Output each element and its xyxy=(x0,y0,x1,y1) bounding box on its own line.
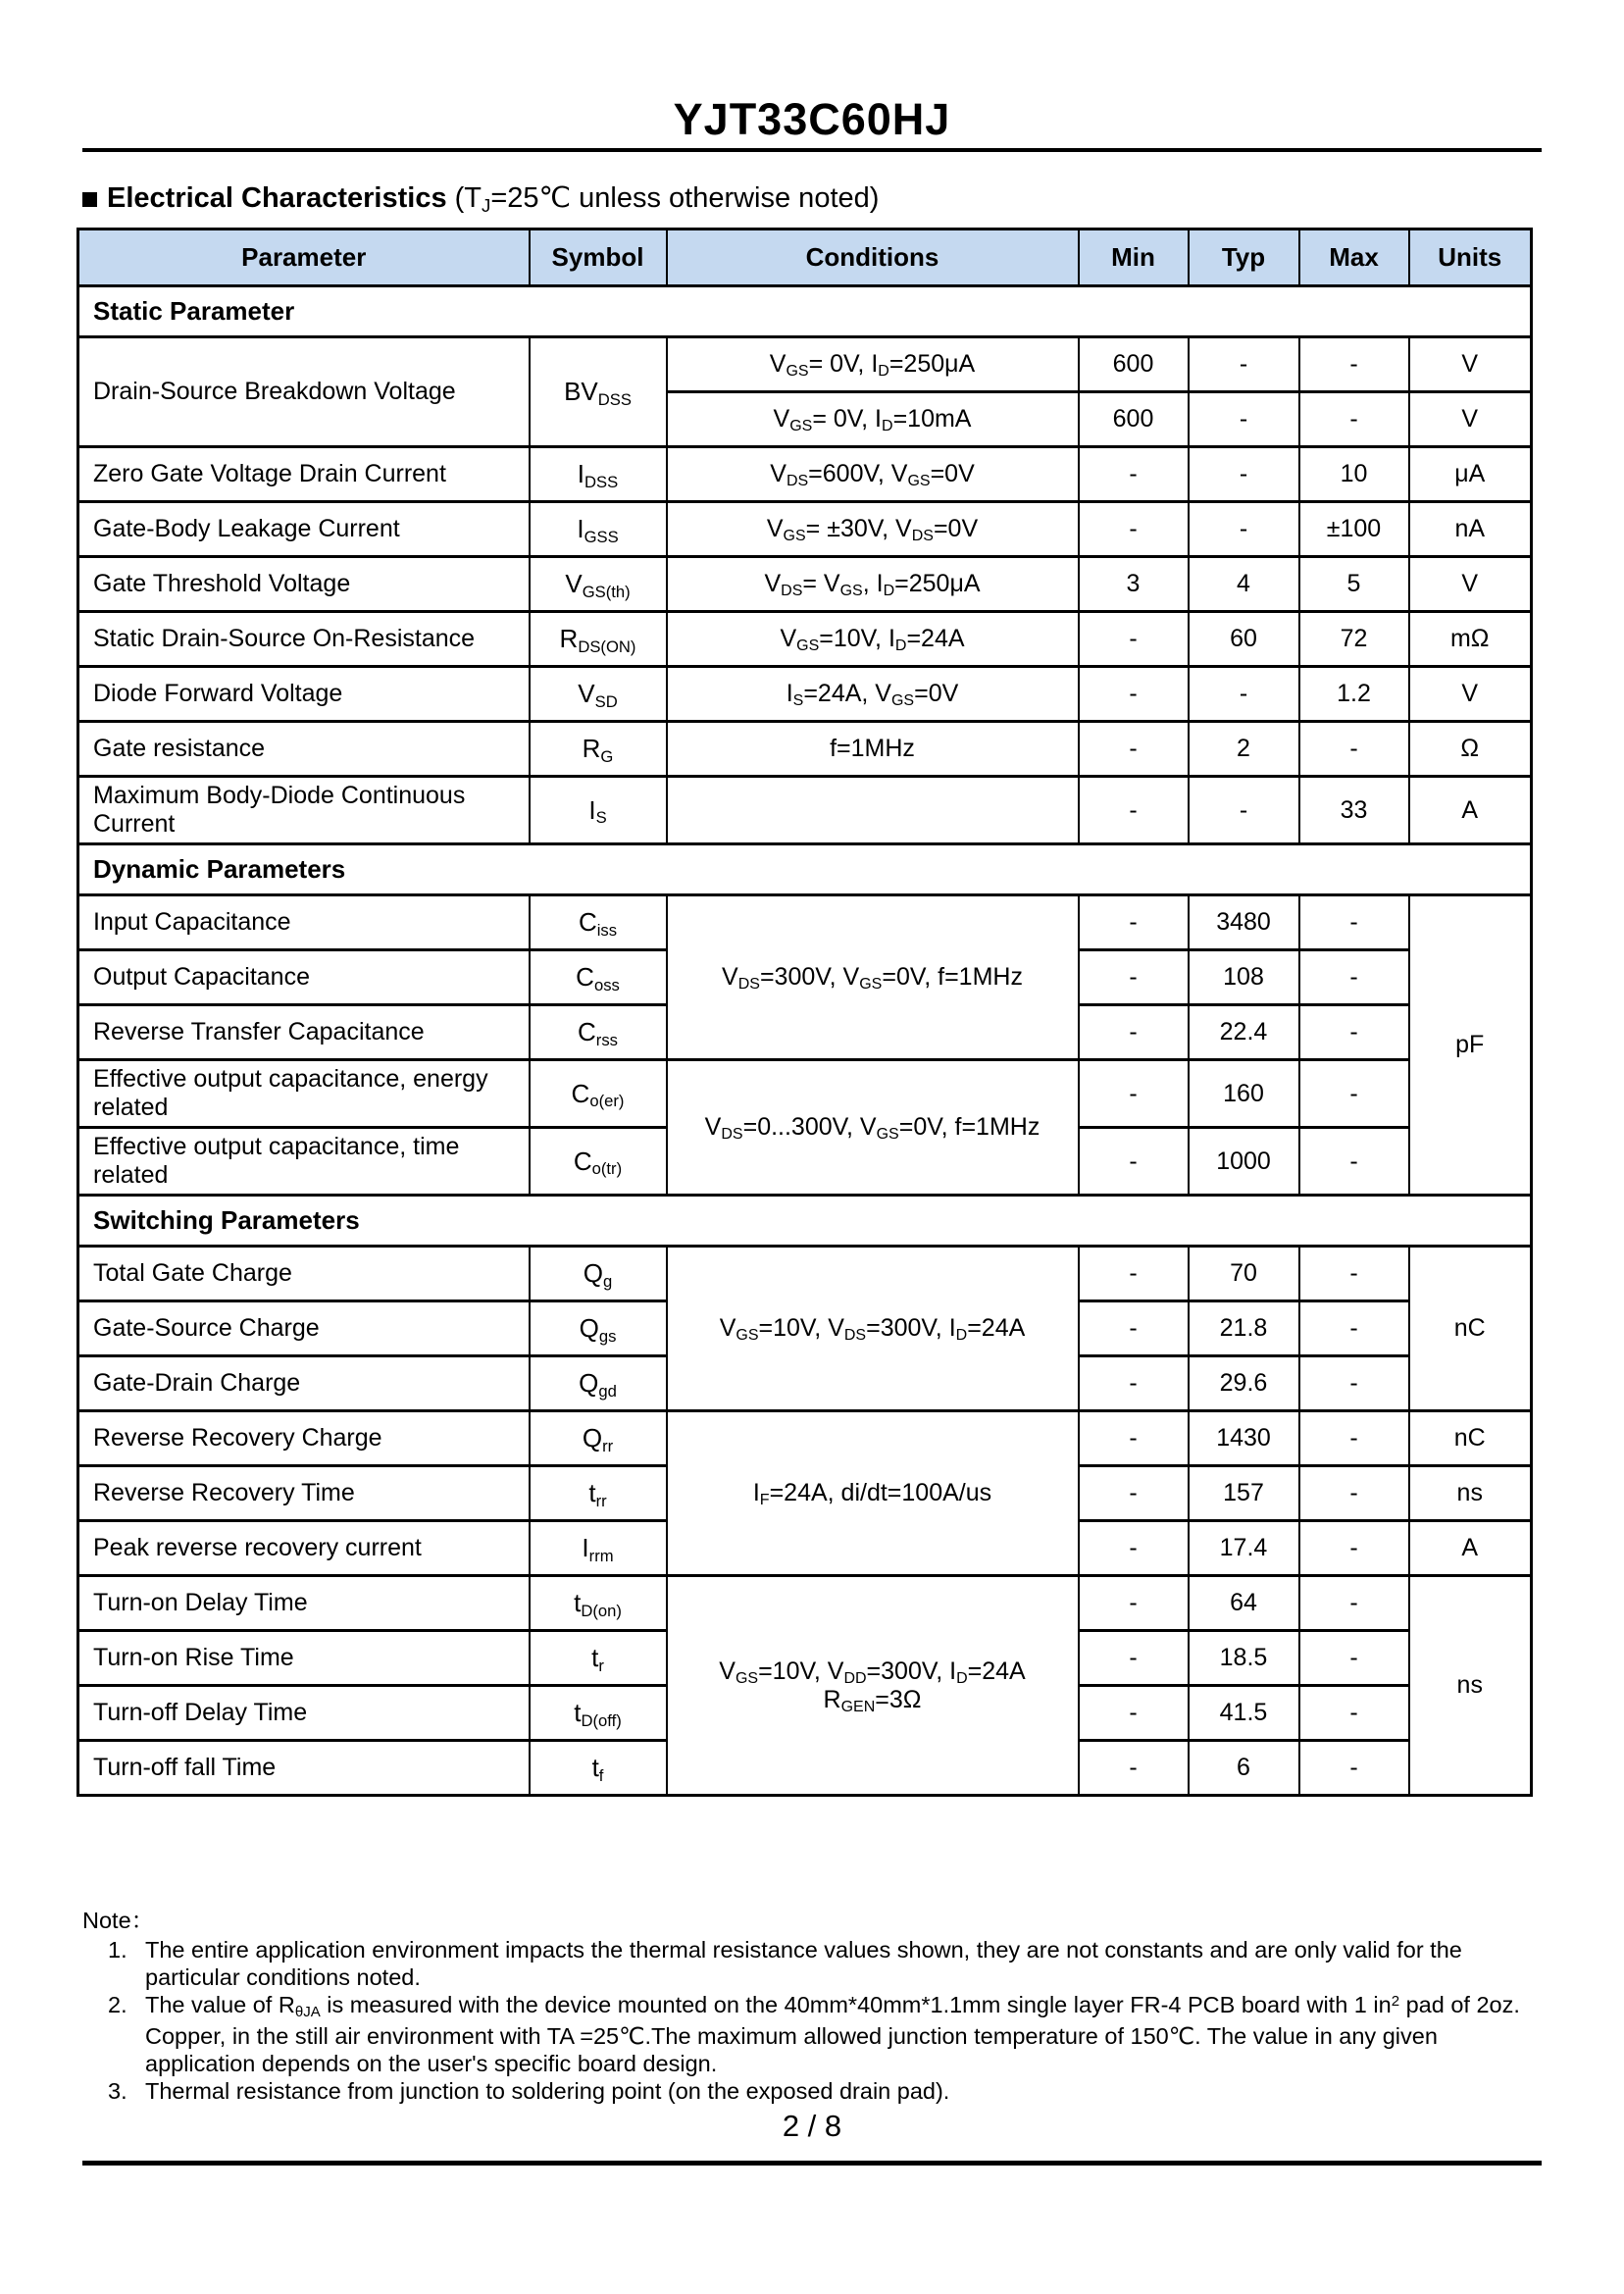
cell-param: Turn-on Rise Time xyxy=(78,1631,530,1686)
cell-num: - xyxy=(1079,1521,1189,1576)
cell-cond: $V_{GS}= \pm 30V$, $V_{DS}=0V$ xyxy=(667,502,1079,557)
cell-num: - xyxy=(1189,337,1299,392)
section-row xyxy=(78,1196,1532,1247)
cell-unit: ns xyxy=(1409,1576,1532,1796)
note-item xyxy=(82,1991,1546,2077)
cell-sym: $C_{oss}$ xyxy=(530,950,667,1005)
cell-num: 1.2 xyxy=(1299,667,1409,722)
cell-num: 64 xyxy=(1189,1576,1299,1631)
column-header-units: Units xyxy=(1409,229,1532,286)
cell-sym: $V_{SD}$ xyxy=(530,667,667,722)
table-row xyxy=(78,557,1532,612)
cell-unit: Ω xyxy=(1409,722,1532,777)
footer-rule xyxy=(82,2161,1542,2166)
cell-param: Total Gate Charge xyxy=(78,1247,530,1301)
cell-num: - xyxy=(1079,777,1189,844)
cell-param: Turn-on Delay Time xyxy=(78,1576,530,1631)
cell-num: - xyxy=(1299,1247,1409,1301)
cell-sym: $Q_{gs}$ xyxy=(530,1301,667,1356)
cell-num: - xyxy=(1079,1576,1189,1631)
cell-num: ±100 xyxy=(1299,502,1409,557)
cell-num: 6 xyxy=(1189,1741,1299,1796)
cell-num: 60 xyxy=(1189,612,1299,667)
cell-num: - xyxy=(1299,1128,1409,1196)
column-header-min: Min xyxy=(1079,229,1189,286)
cell-cond: $V_{GS}=10V$, $V_{DS}=300V$, $I_D=24A$ xyxy=(667,1247,1079,1411)
section-heading xyxy=(82,180,879,215)
cell-num: - xyxy=(1079,447,1189,502)
cell-cond: $V_{GS}= 0V$, $I_D=250\mu A$ xyxy=(667,337,1079,392)
note-text: The value of $R_{\theta JA}$ is measured with the device mounted on the 40mm*40mm*1.1mm single layer FR-4 PCB board with 1 $in^2$ pad of 2oz. Copper, in the still air environment with TA =25℃.The maximum allowed junction temperature of 150℃. The value in any given application depends on the user's specific board design. xyxy=(145,1992,1520,2076)
cell-num: - xyxy=(1079,1005,1189,1060)
cell-param: Drain-Source Breakdown Voltage xyxy=(78,337,530,447)
table-row xyxy=(78,1247,1532,1301)
column-header-conditions: Conditions xyxy=(667,229,1079,286)
cell-num: - xyxy=(1189,447,1299,502)
cell-sym: $I_{DSS}$ xyxy=(530,447,667,502)
column-header-symbol: Symbol xyxy=(530,229,667,286)
page-number: 2 / 8 xyxy=(782,2109,842,2143)
note-number: 2. xyxy=(108,1992,127,2017)
cell-num: 4 xyxy=(1189,557,1299,612)
table-row xyxy=(78,612,1532,667)
cell-num: - xyxy=(1299,1301,1409,1356)
cell-num: 41.5 xyxy=(1189,1686,1299,1741)
cell-param: Effective output capacitance, time related xyxy=(78,1128,530,1196)
cell-unit: mΩ xyxy=(1409,612,1532,667)
cell-sym: $t_f$ xyxy=(530,1741,667,1796)
cell-num: - xyxy=(1299,1411,1409,1466)
page-title: YJT33C60HJ xyxy=(673,94,951,144)
cell-unit: A xyxy=(1409,1521,1532,1576)
cell-num: - xyxy=(1079,612,1189,667)
electrical-characteristics-table xyxy=(76,228,1533,1797)
cell-cond: $V_{DS}=600V$, $V_{GS}=0V$ xyxy=(667,447,1079,502)
notes-list xyxy=(82,1936,1546,2105)
cell-num: - xyxy=(1299,895,1409,950)
column-header-parameter: Parameter xyxy=(78,229,530,286)
cell-unit: A xyxy=(1409,777,1532,844)
cell-num: - xyxy=(1189,502,1299,557)
cell-num: - xyxy=(1079,1128,1189,1196)
table-row xyxy=(78,1060,1532,1128)
table-row xyxy=(78,1411,1532,1466)
note-item xyxy=(82,1936,1546,1991)
cell-param: Gate Threshold Voltage xyxy=(78,557,530,612)
cell-num: - xyxy=(1299,1005,1409,1060)
cell-sym: $R_{DS(ON)}$ xyxy=(530,612,667,667)
cell-sym: $C_{rss}$ xyxy=(530,1005,667,1060)
cell-sym: $Q_{gd}$ xyxy=(530,1356,667,1411)
cell-num: - xyxy=(1079,895,1189,950)
cell-unit: ns xyxy=(1409,1466,1532,1521)
cell-unit: nA xyxy=(1409,502,1532,557)
cell-unit: V xyxy=(1409,557,1532,612)
cell-num: - xyxy=(1079,1060,1189,1128)
cell-param: Static Drain-Source On-Resistance xyxy=(78,612,530,667)
cell-cond: $V_{GS}=10V$, $V_{DD}=300V$, $I_D=24A$ $R_{GEN}=3\Omega$ xyxy=(667,1576,1079,1796)
cell-sym: $I_S$ xyxy=(530,777,667,844)
table-body xyxy=(78,286,1532,1796)
cell-num: - xyxy=(1079,1411,1189,1466)
cell-sym: $t_{rr}$ xyxy=(530,1466,667,1521)
cell-num: - xyxy=(1299,1576,1409,1631)
cell-num: - xyxy=(1299,337,1409,392)
cell-sym: $I_{GSS}$ xyxy=(530,502,667,557)
cell-param: Gate-Drain Charge xyxy=(78,1356,530,1411)
cell-unit: nC xyxy=(1409,1247,1532,1411)
cell-cond: f=1MHz xyxy=(667,722,1079,777)
cell-num: 3 xyxy=(1079,557,1189,612)
cell-num: 33 xyxy=(1299,777,1409,844)
table-row xyxy=(78,667,1532,722)
cell-num: - xyxy=(1299,722,1409,777)
table-row xyxy=(78,1576,1532,1631)
cell-param: Diode Forward Voltage xyxy=(78,667,530,722)
cell-param: Output Capacitance xyxy=(78,950,530,1005)
cell-num: - xyxy=(1299,1356,1409,1411)
cell-param: Maximum Body-Diode Continuous Current xyxy=(78,777,530,844)
square-bullet-icon xyxy=(82,192,97,207)
cell-sym: $Q_{rr}$ xyxy=(530,1411,667,1466)
notes-block xyxy=(82,1907,1546,2105)
cell-num: - xyxy=(1079,1356,1189,1411)
cell-num: 22.4 xyxy=(1189,1005,1299,1060)
table-row xyxy=(78,895,1532,950)
cell-cond: $V_{DS}=0...300V$, $V_{GS}=0V$, f=1MHz xyxy=(667,1060,1079,1196)
cell-num: 3480 xyxy=(1189,895,1299,950)
section-row xyxy=(78,844,1532,895)
cell-param: Zero Gate Voltage Drain Current xyxy=(78,447,530,502)
cell-sym: $V_{GS(th)}$ xyxy=(530,557,667,612)
cell-sym: $C_{o(tr)}$ xyxy=(530,1128,667,1196)
cell-num: 5 xyxy=(1299,557,1409,612)
table-header-row xyxy=(78,229,1532,286)
header-rule xyxy=(82,148,1542,152)
cell-num: 72 xyxy=(1299,612,1409,667)
cell-sym: $t_r$ xyxy=(530,1631,667,1686)
cell-sym: $C_{iss}$ xyxy=(530,895,667,950)
section-heading-title: Electrical Characteristics xyxy=(107,182,447,214)
cell-cond: $V_{GS}= 0V$, $I_D=10mA$ xyxy=(667,392,1079,447)
note-text: Thermal resistance from junction to soldering point (on the exposed drain pad). xyxy=(145,2078,950,2104)
cell-cond: $I_S=24A$, $V_{GS}=0V$ xyxy=(667,667,1079,722)
cell-param: Peak reverse recovery current xyxy=(78,1521,530,1576)
cell-param: Turn-off fall Time xyxy=(78,1741,530,1796)
cell-num: - xyxy=(1299,1686,1409,1741)
section-title-cell: Static Parameter xyxy=(78,286,1532,337)
note-item xyxy=(82,2077,1546,2105)
cell-num: - xyxy=(1299,950,1409,1005)
cell-num: 17.4 xyxy=(1189,1521,1299,1576)
table-row xyxy=(78,337,1532,392)
table-row xyxy=(78,722,1532,777)
note-text: The entire application environment impacts the thermal resistance values shown, they are not constants and are only valid for the particular conditions noted. xyxy=(145,1937,1462,1990)
cell-sym: $I_{rrm}$ xyxy=(530,1521,667,1576)
cell-param: Turn-off Delay Time xyxy=(78,1686,530,1741)
cell-num: - xyxy=(1079,667,1189,722)
note-number: 1. xyxy=(108,1937,127,1963)
cell-num: - xyxy=(1079,1631,1189,1686)
cell-unit: μA xyxy=(1409,447,1532,502)
cell-param: Gate-Source Charge xyxy=(78,1301,530,1356)
cell-sym: $t_{D(off)}$ xyxy=(530,1686,667,1741)
cell-num: - xyxy=(1079,1247,1189,1301)
table-row xyxy=(78,447,1532,502)
cell-cond xyxy=(667,777,1079,844)
cell-num: 1430 xyxy=(1189,1411,1299,1466)
section-title-cell: Switching Parameters xyxy=(78,1196,1532,1247)
cell-unit: V xyxy=(1409,337,1532,392)
cell-param: Reverse Recovery Time xyxy=(78,1466,530,1521)
cell-cond: $V_{GS}=10V$, $I_D=24A$ xyxy=(667,612,1079,667)
cell-num: 10 xyxy=(1299,447,1409,502)
cell-num: 600 xyxy=(1079,392,1189,447)
table-row xyxy=(78,502,1532,557)
cell-num: 157 xyxy=(1189,1466,1299,1521)
cell-unit: V xyxy=(1409,667,1532,722)
cell-sym: $Q_g$ xyxy=(530,1247,667,1301)
cell-num: 21.8 xyxy=(1189,1301,1299,1356)
cell-unit: V xyxy=(1409,392,1532,447)
cell-sym: $BV_{DSS}$ xyxy=(530,337,667,447)
note-number: 3. xyxy=(108,2078,127,2104)
column-header-max: Max xyxy=(1299,229,1409,286)
cell-cond: $V_{DS}= V_{GS}$, $I_D=250\mu A$ xyxy=(667,557,1079,612)
cell-num: - xyxy=(1299,1466,1409,1521)
cell-num: 1000 xyxy=(1189,1128,1299,1196)
cell-param: Gate resistance xyxy=(78,722,530,777)
cell-num: - xyxy=(1079,722,1189,777)
cell-num: - xyxy=(1079,1466,1189,1521)
cell-param: Input Capacitance xyxy=(78,895,530,950)
cell-param: Gate-Body Leakage Current xyxy=(78,502,530,557)
cell-num: - xyxy=(1299,392,1409,447)
notes-label: Note： xyxy=(82,1908,155,1933)
cell-num: 600 xyxy=(1079,337,1189,392)
cell-cond: $I_F=24A$, di/dt=100A/us xyxy=(667,1411,1079,1576)
cell-unit: pF xyxy=(1409,895,1532,1196)
section-row xyxy=(78,286,1532,337)
cell-unit: nC xyxy=(1409,1411,1532,1466)
cell-num: 18.5 xyxy=(1189,1631,1299,1686)
cell-num: - xyxy=(1189,392,1299,447)
table-row xyxy=(78,777,1532,844)
cell-sym: $R_G$ xyxy=(530,722,667,777)
cell-num: - xyxy=(1079,1686,1189,1741)
cell-num: - xyxy=(1079,1741,1189,1796)
cell-num: - xyxy=(1299,1631,1409,1686)
cell-num: - xyxy=(1299,1060,1409,1128)
section-title-cell: Dynamic Parameters xyxy=(78,844,1532,895)
cell-sym: $t_{D(on)}$ xyxy=(530,1576,667,1631)
column-header-typ: Typ xyxy=(1189,229,1299,286)
cell-num: 2 xyxy=(1189,722,1299,777)
cell-param: Effective output capacitance, energy related xyxy=(78,1060,530,1128)
cell-num: 160 xyxy=(1189,1060,1299,1128)
cell-param: Reverse Recovery Charge xyxy=(78,1411,530,1466)
cell-num: - xyxy=(1299,1741,1409,1796)
cell-num: - xyxy=(1189,777,1299,844)
cell-num: 70 xyxy=(1189,1247,1299,1301)
cell-sym: $C_{o(er)}$ xyxy=(530,1060,667,1128)
cell-cond: $V_{DS}=300V$, $V_{GS}=0V$, f=1MHz xyxy=(667,895,1079,1060)
cell-num: - xyxy=(1079,502,1189,557)
cell-num: - xyxy=(1299,1521,1409,1576)
section-heading-conditions: ($T_J=25℃$ unless otherwise noted) xyxy=(446,182,880,217)
cell-param: Reverse Transfer Capacitance xyxy=(78,1005,530,1060)
cell-num: 29.6 xyxy=(1189,1356,1299,1411)
cell-num: 108 xyxy=(1189,950,1299,1005)
cell-num: - xyxy=(1189,667,1299,722)
cell-num: - xyxy=(1079,950,1189,1005)
cell-num: - xyxy=(1079,1301,1189,1356)
